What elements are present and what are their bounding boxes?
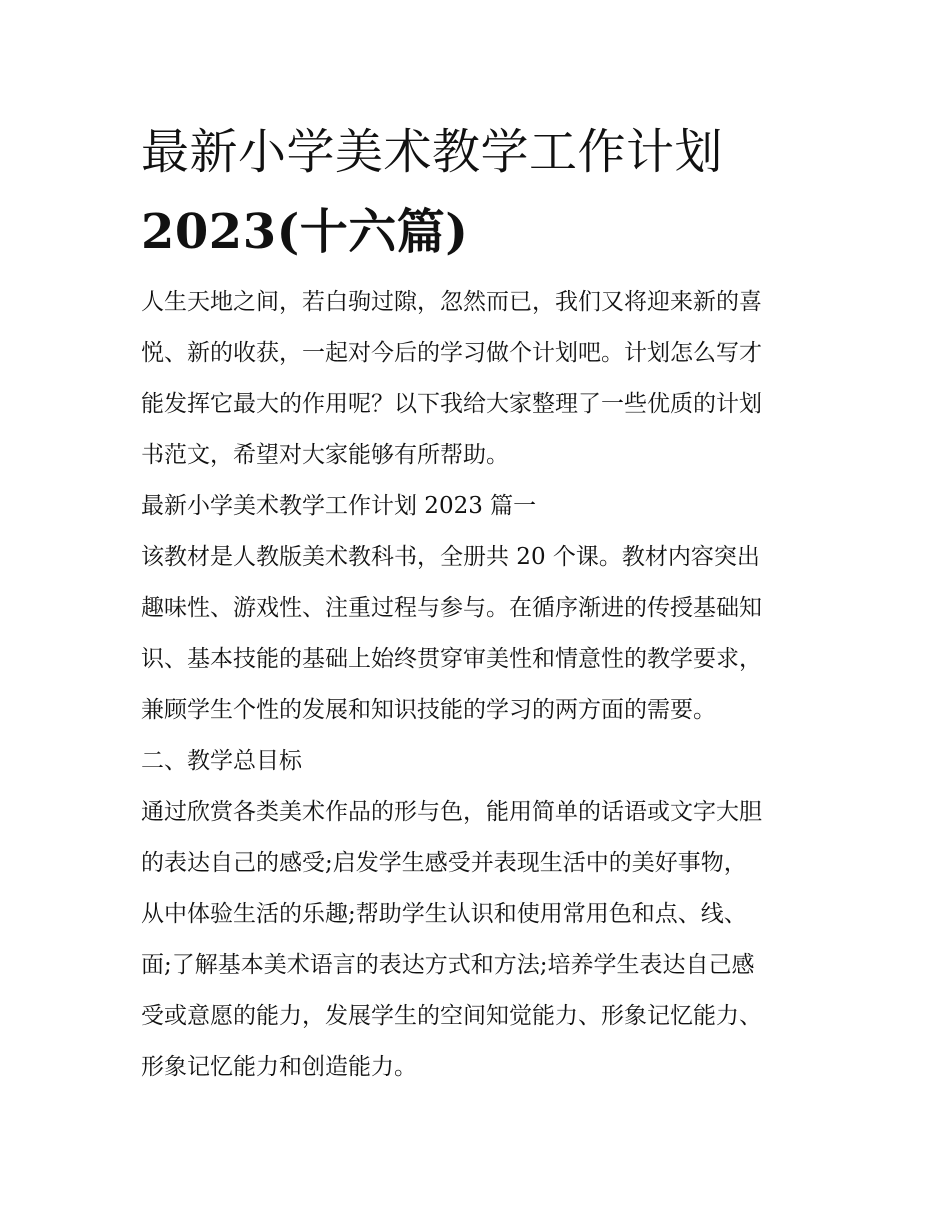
section-2-paragraph <box>141 787 821 1093</box>
section-2-heading <box>141 736 821 787</box>
document-page <box>141 112 821 1093</box>
text-line: 通过欣赏各类美术作品的形与色，能用简单的话语或文字大胆 <box>141 799 762 825</box>
text-line: 悦、新的收获，一起对今后的学习做个计划吧。计划怎么写才 <box>141 340 762 366</box>
text-line: 识、基本技能的基础上始终贯穿审美性和情意性的教学要求， <box>141 646 762 672</box>
text-line: 受或意愿的能力，发展学生的空间知觉能力、形象记忆能力、 <box>141 1003 762 1029</box>
section-1-heading <box>141 481 821 532</box>
text-line: 的表达自己的感受;启发学生感受并表现生活中的美好事物， <box>141 850 747 876</box>
text-line: 形象记忆能力和创造能力。 <box>141 1054 417 1080</box>
title-line-2: 2023(十六篇) <box>141 204 469 260</box>
text-line: 面;了解基本美术语言的表达方式和方法;培养学生表达自己感 <box>141 952 755 978</box>
heading-text: 二、教学总目标 <box>141 748 302 774</box>
text-line: 能发挥它最大的作用呢？以下我给大家整理了一些优质的计划 <box>141 391 762 417</box>
text-line: 该教材是人教版美术教科书，全册共 20 个课。教材内容突出 <box>141 544 760 570</box>
section-1-paragraph <box>141 532 821 736</box>
intro-paragraph <box>141 277 821 481</box>
text-line: 人生天地之间，若白驹过隙，忽然而已，我们又将迎来新的喜 <box>141 289 762 315</box>
text-line: 趣味性、游戏性、注重过程与参与。在循序渐进的传授基础知 <box>141 595 762 621</box>
heading-text: 最新小学美术教学工作计划 2023 篇一 <box>141 493 537 519</box>
text-line: 书范文，希望对大家能够有所帮助。 <box>141 442 509 468</box>
text-line: 从中体验生活的乐趣;帮助学生认识和使用常用色和点、线、 <box>141 901 747 927</box>
document-body <box>141 277 821 1093</box>
text-line: 兼顾学生个性的发展和知识技能的学习的两方面的需要。 <box>141 697 716 723</box>
document-title <box>141 112 821 272</box>
title-line-1: 最新小学美术教学工作计划 <box>141 124 724 180</box>
